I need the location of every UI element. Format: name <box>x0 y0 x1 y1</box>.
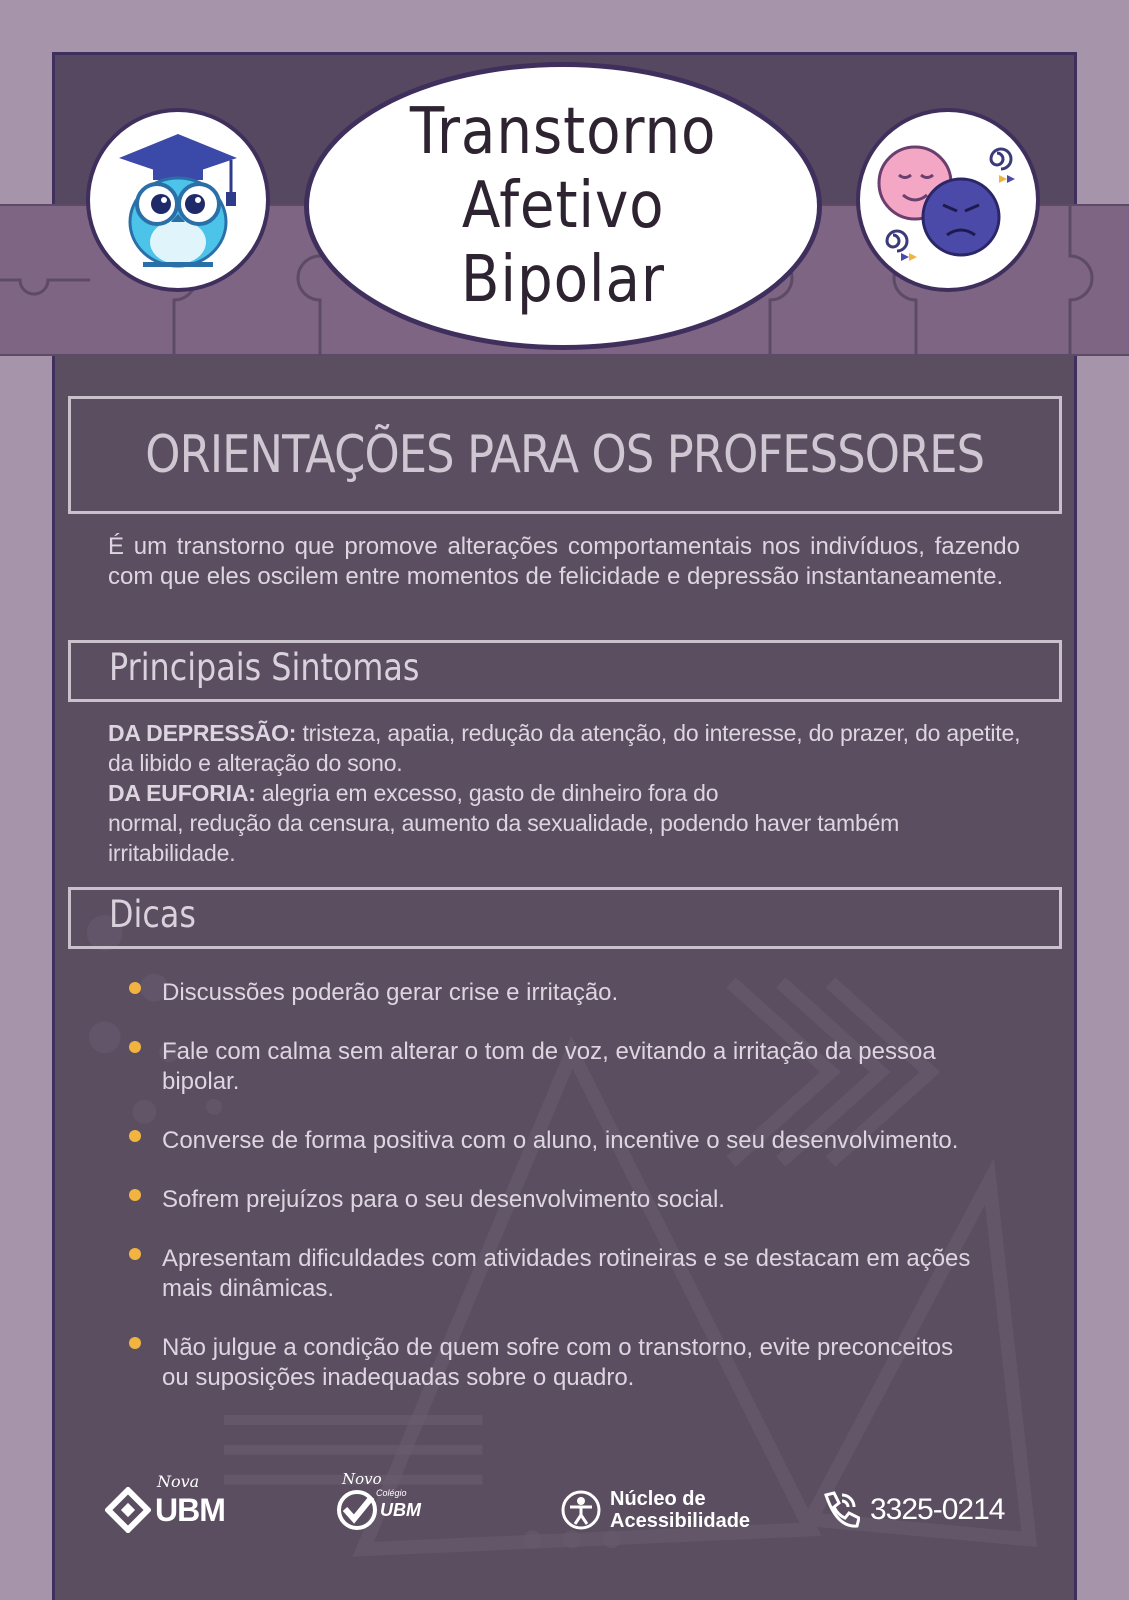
symptoms-text <box>108 718 1028 868</box>
colegio-word: Colégio <box>376 1487 407 1498</box>
bullet-icon <box>129 1189 141 1201</box>
owl-badge <box>86 108 270 292</box>
tip-text: Não julgue a condição de quem sofre com o transtorno, evite preconceitos ou suposições inadequadas sobre o quadro. <box>162 1334 954 1391</box>
tip-text: Apresentam dificuldades com atividades rotineiras e se destacam em ações mais dinâmicas. <box>162 1245 971 1302</box>
bullet-icon <box>129 1337 141 1349</box>
moods-badge <box>856 108 1040 292</box>
colegio-ubm: UBM <box>380 1499 421 1520</box>
title-oval <box>304 62 822 350</box>
title-line-1: Transtorno <box>409 95 717 169</box>
tip-item <box>126 1037 986 1097</box>
depression-label: DA DEPRESSÃO: <box>108 720 297 746</box>
tips-list <box>126 978 986 1422</box>
main-heading: ORIENTAÇÕES PARA OS PROFESSORES <box>145 425 985 485</box>
depression-text: tristeza, apatia, redução da atenção, do interesse, do prazer, do apetite, da libido e alteração do sono. <box>108 720 1021 776</box>
ubm-small: Nova <box>157 1471 200 1491</box>
tips-heading-box <box>68 887 1062 949</box>
tips-heading: Dicas <box>109 893 196 936</box>
tip-text: Converse de forma positiva com o aluno, incentive o seu desenvolvimento. <box>162 1127 959 1154</box>
tip-text: Discussões poderão gerar crise e irritação. <box>162 979 619 1006</box>
bullet-icon <box>129 982 141 994</box>
bullet-icon <box>129 1041 141 1053</box>
euphoria-text-2: normal, redução da censura, aumento da sexualidade, podendo haver também irritabilidade. <box>108 810 900 866</box>
footer-ubm-logo <box>105 1471 225 1540</box>
euphoria-label: DA EUFORIA: <box>108 780 256 806</box>
euphoria-text-1: alegria em excesso, gasto de dinheiro fora do <box>255 780 719 806</box>
ubm-logo-icon <box>105 1487 151 1533</box>
tip-item <box>126 1185 986 1215</box>
footer-phone <box>818 1480 1004 1540</box>
symptoms-heading: Principais Sintomas <box>109 646 420 689</box>
colegio-check-icon <box>336 1489 378 1531</box>
symptoms-heading-box <box>68 640 1062 702</box>
main-heading-box <box>68 396 1062 514</box>
bullet-icon <box>129 1248 141 1260</box>
bullet-icon <box>129 1130 141 1142</box>
title-line-2: Afetivo <box>461 169 665 243</box>
tip-item <box>126 1244 986 1304</box>
tip-item <box>126 1333 986 1393</box>
tip-item <box>126 1126 986 1156</box>
nucleo-line-2: Acessibilidade <box>610 1510 751 1532</box>
owl-graduate-icon <box>113 130 243 270</box>
colegio-small: Novo <box>342 1469 382 1488</box>
tip-text: Fale com calma sem alterar o tom de voz, evitando a irritação da pessoa bipolar. <box>162 1038 936 1095</box>
phone-number: 3325-0214 <box>870 1493 1005 1526</box>
phone-icon <box>818 1489 860 1531</box>
footer-nucleo <box>560 1480 750 1540</box>
title-line-3: Bipolar <box>461 243 665 317</box>
ubm-text: UBM <box>155 1491 225 1528</box>
accessibility-icon <box>560 1489 602 1531</box>
tip-text: Sofrem prejuízos para o seu desenvolvimento social. <box>162 1186 725 1213</box>
footer-colegio-logo <box>336 1469 421 1540</box>
intro-paragraph: É um transtorno que promove alterações comportamentais nos indivíduos, fazendo com que eles oscilem entre momentos de felicidade e depressão instantaneamente. <box>108 533 1020 590</box>
moods-faces-icon <box>873 135 1023 265</box>
tip-item <box>126 978 986 1008</box>
nucleo-line-1: Núcleo de <box>610 1488 706 1510</box>
